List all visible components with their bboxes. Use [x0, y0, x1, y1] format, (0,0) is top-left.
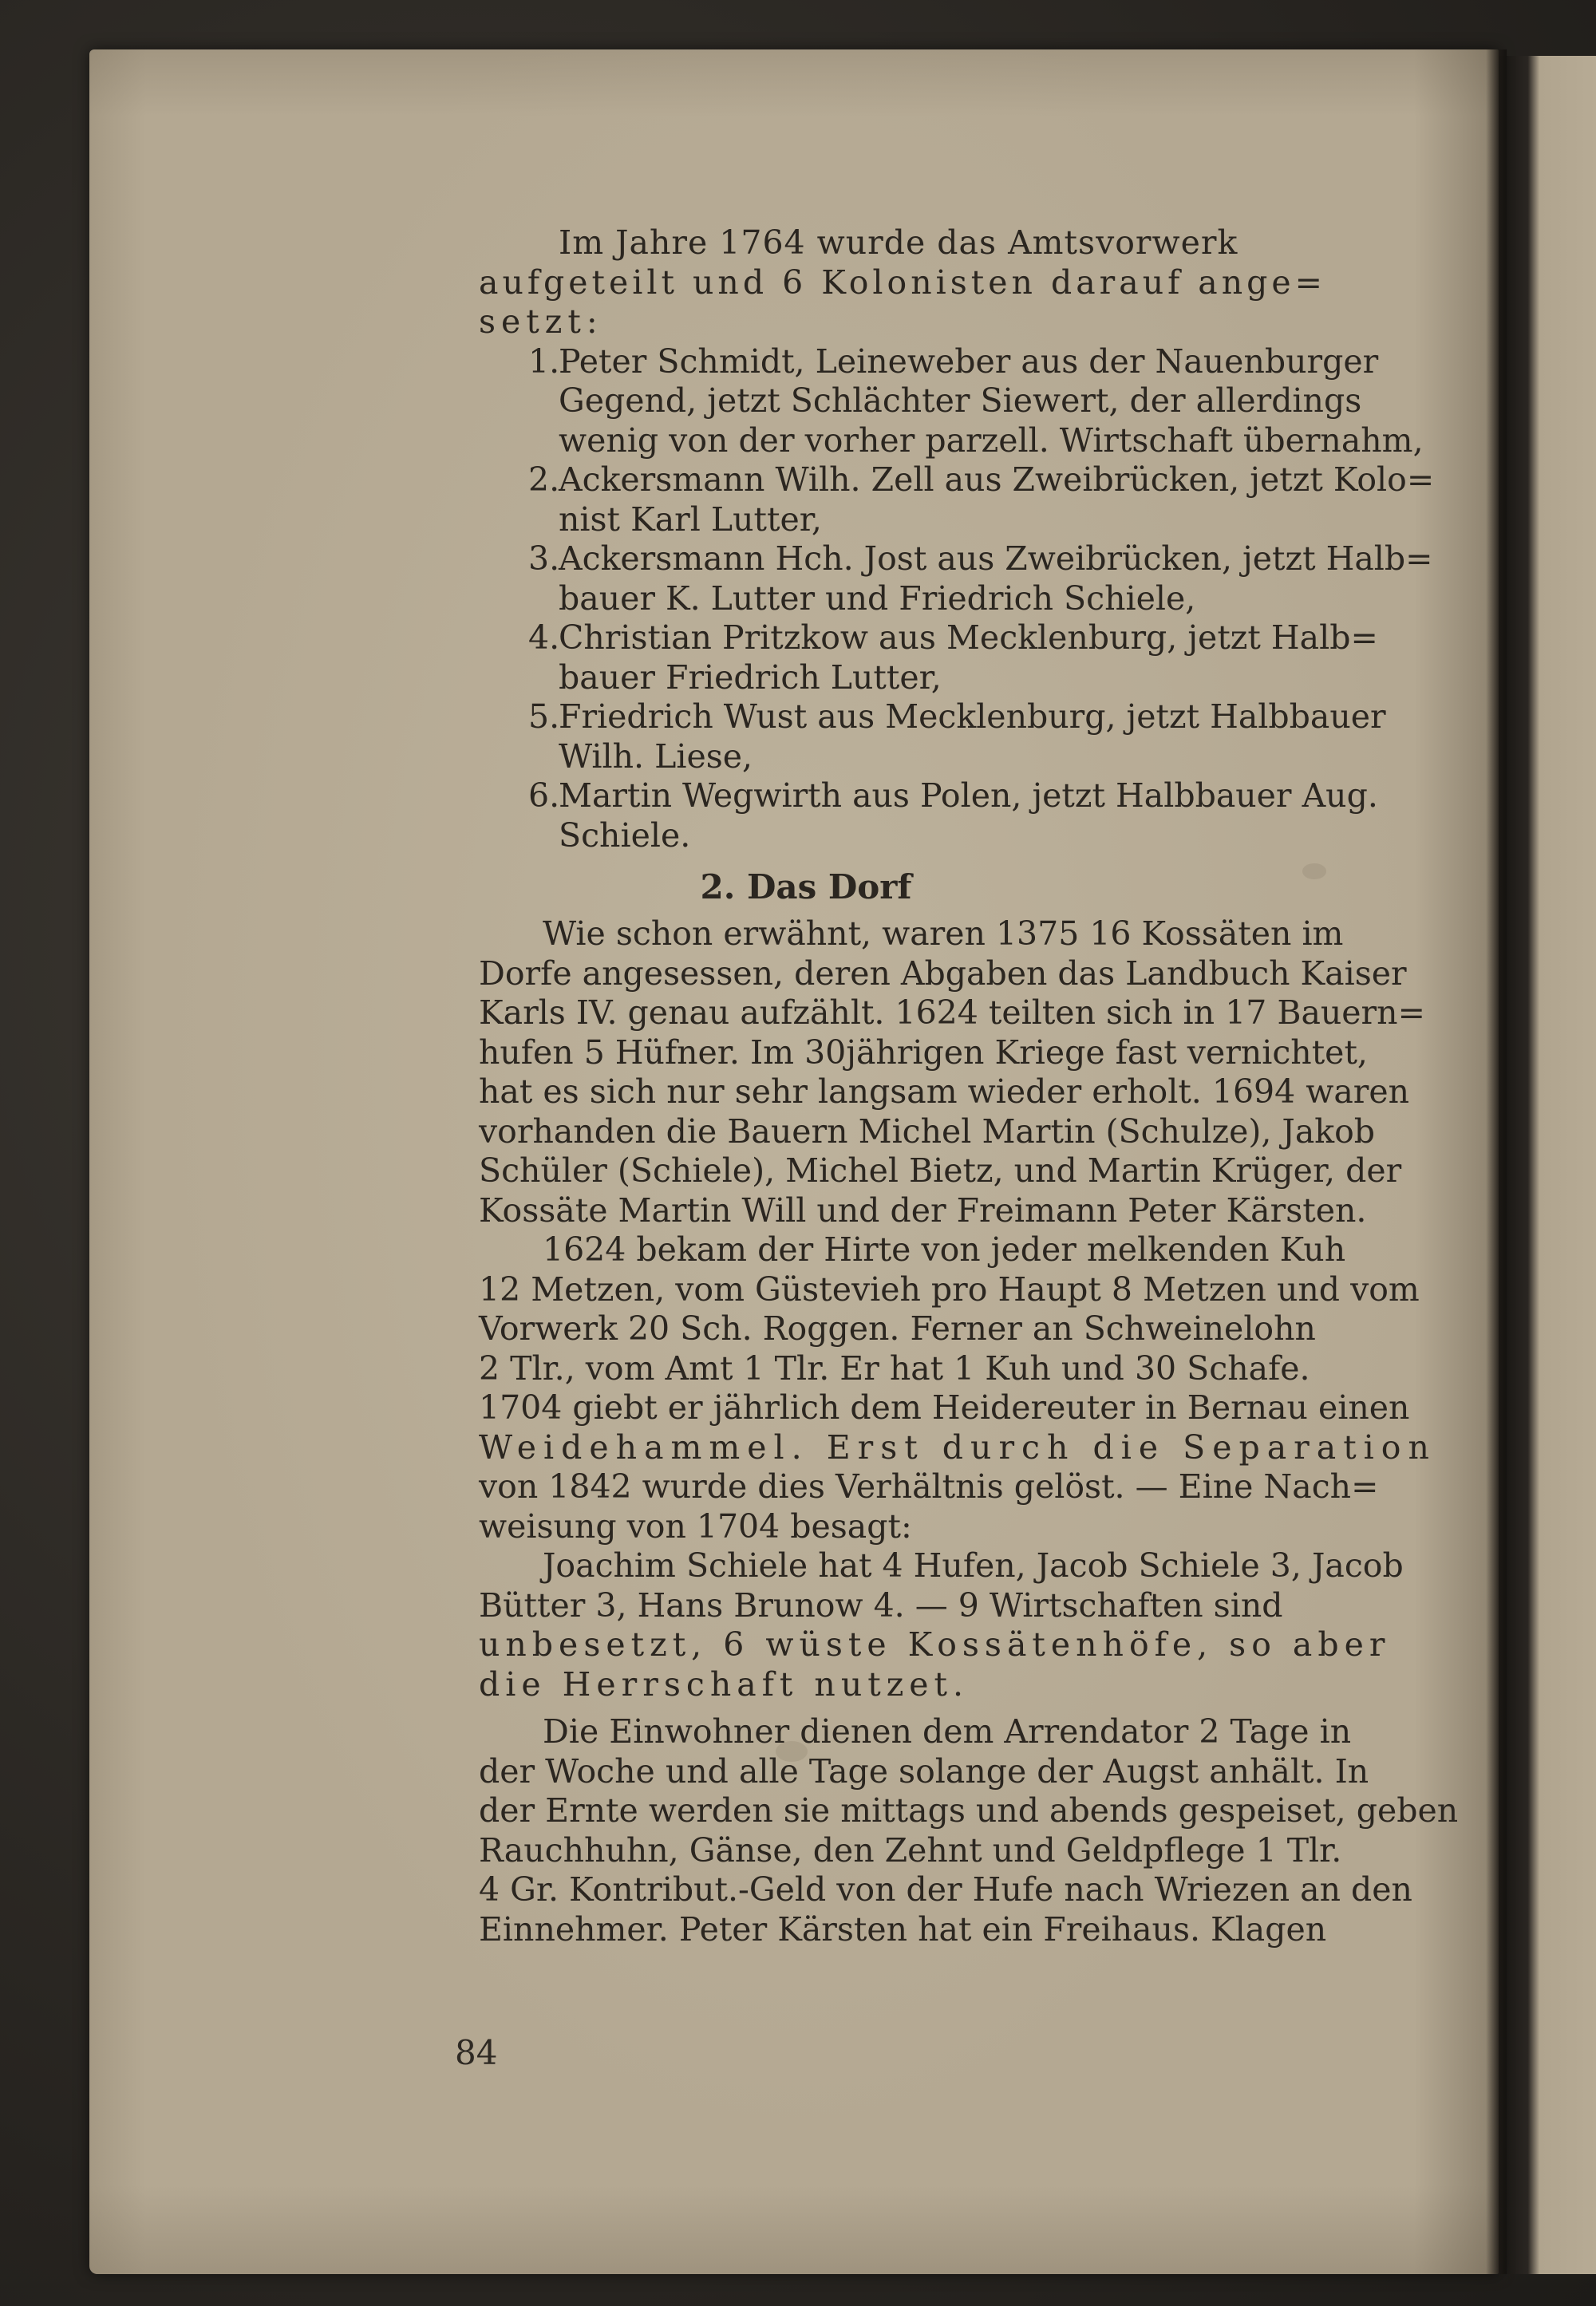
- page-number: 84: [455, 2033, 498, 2072]
- colonist-list: [479, 342, 1435, 856]
- list-number: 4.: [528, 618, 560, 657]
- text-line: Weidehammel. Erst durch die Separation: [479, 1427, 1436, 1467]
- text-line: der Woche und alle Tage solange der Augst anhält. In: [479, 1751, 1369, 1791]
- list-item: [479, 697, 1386, 776]
- text-line: unbesetzt, 6 wüste Kossätenhöfe, so aber: [479, 1625, 1391, 1664]
- text-line: die Herrschaft nutzet.: [479, 1664, 970, 1704]
- list-item: [479, 460, 1435, 539]
- list-item: [479, 539, 1433, 618]
- text-line: Vorwerk 20 Sch. Roggen. Ferner an Schweinelohn: [479, 1309, 1316, 1348]
- record-quote: [479, 1546, 1404, 1704]
- village-paragraph: [479, 914, 1425, 1230]
- text-line: wenig von der vorher parzell. Wirtschaft übernahm,: [559, 421, 1424, 460]
- text-line: Wilh. Liese,: [559, 736, 753, 776]
- list-item: [479, 618, 1378, 697]
- page-text: [479, 223, 1459, 1949]
- next-page-edge: [1499, 56, 1596, 2274]
- text-line: Joachim Schiele hat 4 Hufen, Jacob Schiele 3, Jacob: [543, 1546, 1404, 1585]
- herdsman-paragraph: [479, 1230, 1436, 1546]
- text-line: aufgeteilt und 6 Kolonisten darauf ange=: [479, 263, 1327, 302]
- text-line: Ackersmann Hch. Jost aus Zweibrücken, jetzt Halb=: [559, 539, 1433, 578]
- text-line: Die Einwohner dienen dem Arrendator 2 Tage in: [543, 1712, 1352, 1751]
- text-line: nist Karl Lutter,: [559, 500, 822, 539]
- text-line: von 1842 wurde dies Verhältnis gelöst. — Eine Nach=: [479, 1467, 1379, 1506]
- text-line: Schüler (Schiele), Michel Bietz, und Martin Krüger, der: [479, 1151, 1402, 1190]
- text-line: Karls IV. genau aufzählt. 1624 teilten sich in 17 Bauern=: [479, 993, 1425, 1032]
- text-line: Gegend, jetzt Schlächter Siewert, der allerdings: [559, 381, 1362, 420]
- text-line: bauer Friedrich Lutter,: [559, 657, 942, 697]
- section-heading: 2. Das Dorf: [700, 867, 912, 906]
- list-number: 2.: [528, 460, 560, 499]
- text-line: 1704 giebt er jährlich dem Heidereuter in Bernau einen: [479, 1388, 1410, 1427]
- text-line: Martin Wegwirth aus Polen, jetzt Halbbauer Aug.: [559, 776, 1378, 815]
- list-item: [479, 776, 1378, 855]
- text-line: Peter Schmidt, Leineweber aus der Nauenburger: [559, 342, 1379, 381]
- book-gutter: [1486, 49, 1507, 2274]
- text-line: hufen 5 Hüfner. Im 30jährigen Kriege fast vernichtet,: [479, 1033, 1368, 1072]
- text-line: 12 Metzen, vom Güstevieh pro Haupt 8 Metzen und vom: [479, 1269, 1420, 1309]
- text-line: Friedrich Wust aus Mecklenburg, jetzt Halbbauer: [559, 697, 1386, 736]
- text-line: Bütter 3, Hans Brunow 4. — 9 Wirtschaften sind: [479, 1585, 1283, 1625]
- list-number: 3.: [528, 539, 560, 578]
- list-number: 1.: [528, 342, 560, 381]
- list-number: 5.: [528, 697, 560, 736]
- text-line: Christian Pritzkow aus Mecklenburg, jetzt Halb=: [559, 618, 1378, 657]
- text-line: Dorfe angesessen, deren Abgaben das Landbuch Kaiser: [479, 954, 1407, 993]
- intro-paragraph: [479, 223, 1373, 342]
- text-line: Rauchhuhn, Gänse, den Zehnt und Geldpflege 1 Tlr.: [479, 1830, 1342, 1870]
- text-line: Einnehmer. Peter Kärsten hat ein Freihaus. Klagen: [479, 1909, 1327, 1949]
- text-line: 4 Gr. Kontribut.-Geld von der Hufe nach Wriezen an den: [479, 1870, 1412, 1909]
- text-line: vorhanden die Bauern Michel Martin (Schulze), Jakob: [479, 1112, 1376, 1151]
- list-item: [479, 342, 1424, 461]
- text-line: setzt:: [479, 302, 603, 341]
- text-line: der Ernte werden sie mittags und abends gespeiset, geben: [479, 1791, 1459, 1830]
- text-line: 2 Tlr., vom Amt 1 Tlr. Er hat 1 Kuh und 30 Schafe.: [479, 1348, 1310, 1388]
- text-line: weisung von 1704 besagt:: [479, 1506, 912, 1546]
- text-line: Im Jahre 1764 wurde das Amtsvorwerk: [559, 223, 1238, 262]
- text-line: Ackersmann Wilh. Zell aus Zweibrücken, jetzt Kolo=: [559, 460, 1435, 499]
- text-line: 1624 bekam der Hirte von jeder melkenden Kuh: [543, 1230, 1346, 1269]
- text-line: bauer K. Lutter und Friedrich Schiele,: [559, 578, 1196, 618]
- text-line: Kossäte Martin Will und der Freimann Peter Kärsten.: [479, 1191, 1367, 1230]
- duties-paragraph: [479, 1712, 1459, 1949]
- text-line: Schiele.: [559, 815, 691, 855]
- text-line: hat es sich nur sehr langsam wieder erholt. 1694 waren: [479, 1072, 1410, 1111]
- text-line: Wie schon erwähnt, waren 1375 16 Kossäten im: [543, 914, 1344, 953]
- list-number: 6.: [528, 776, 560, 815]
